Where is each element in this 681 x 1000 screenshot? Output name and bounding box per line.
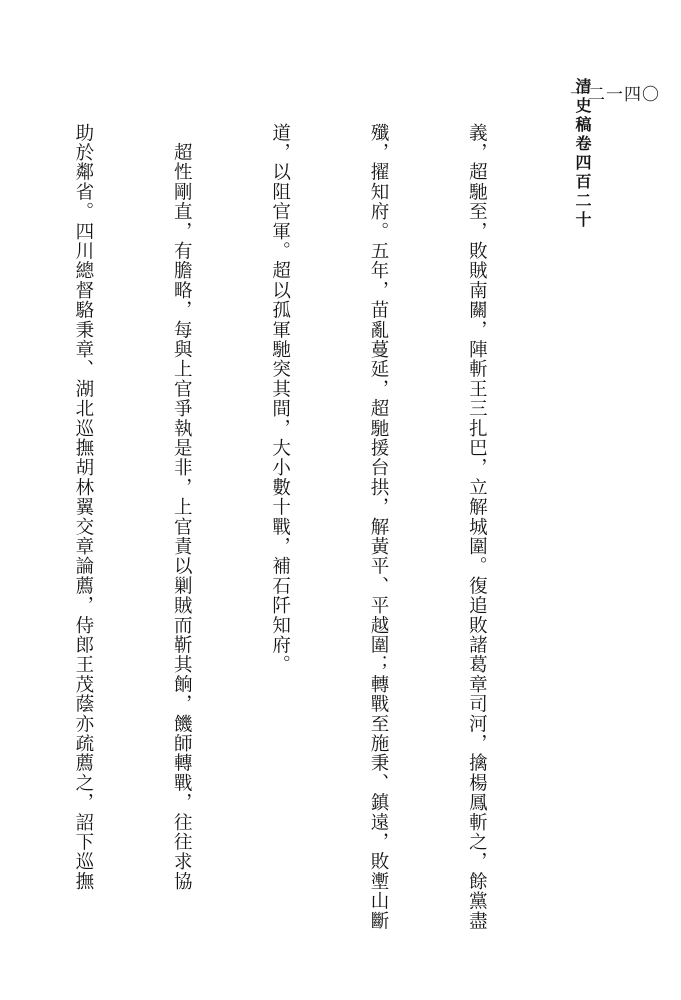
text-column: 超性剛直，有膽略，每與上官爭執是非，上官責以剿賊而靳其餉，饑師轉戰，往往求協 (171, 123, 193, 892)
running-header-title: 清史稿卷四百二十 (573, 78, 592, 230)
text-column: 義，超馳至，敗賊南關，陣斬王三扎巴，立解城圍。復追敗諸葛章司河，擒楊鳳斬之，餘黨盡 (466, 123, 488, 931)
vertical-body-text (72, 123, 558, 953)
text-column: 助於鄰省。四川總督駱秉章、湖北巡撫胡林翼交章論薦，侍郎王茂蔭亦疏薦之，詔下巡撫 (72, 123, 94, 892)
page-number: 一二一四〇 (570, 85, 660, 105)
text-column: 殲，擢知府。五年，苗亂蔓延，超馳援台拱，解黃平、平越圍；轉戰至施秉、鎮遠，敗壍山斷 (368, 123, 390, 931)
text-column: 道，以阻官軍。超以孤軍馳突其間，大小數十戰，補石阡知府。 (269, 123, 291, 675)
